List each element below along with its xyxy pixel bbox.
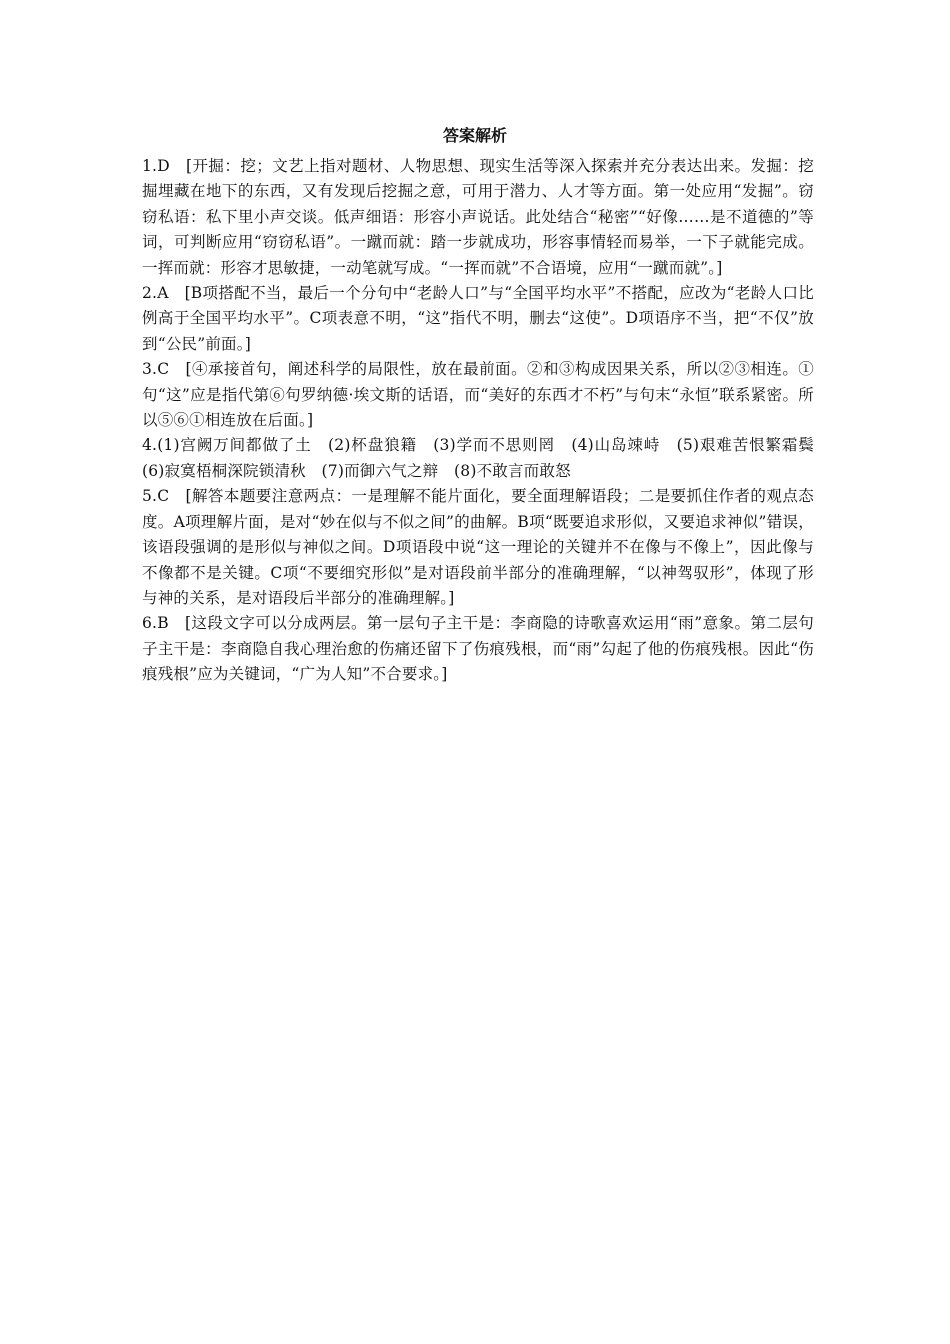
answer-item-4: 4.(1)宫阙万间都做了土 (2)杯盘狼籍 (3)学而不思则罔 (4)山岛竦峙 (5)艰难苦恨繁霜鬓 (6)寂寞梧桐深院锁清秋 (7)而御六气之辩 (8)不敢言而敢怒	[142, 436, 830, 480]
answer-item-6: 6.B [这段文字可以分成两层。第一层句子主干是：李商隐的诗歌喜欢运用“雨”意象。第二层句子主干是：李商隐自我心理治愈的伤痛还留下了伤痕残根，而“雨”勾起了他的伤痕残根。因此“伤痕残根”应为关键词，“广为人知”不合要求。]	[142, 614, 814, 684]
page-title: 答案解析	[442, 126, 507, 145]
answer-item-3: 3.C [④承接首句，阐述科学的局限性，放在最前面。②和③构成因果关系，所以②③相连。①句“这”应是指代第⑥句罗纳德·埃文斯的话语，而“美好的东西才不朽”与句末“永恒”联系紧密。所以⑤⑥①相连放在后面。]	[142, 360, 814, 430]
answer-item-2: 2.A [B项搭配不当，最后一个分句中“老龄人口”与“全国平均水平”不搭配，应改为“老龄人口比例高于全国平均水平”。C项表意不明，“这”指代不明，删去“这使”。D项语序不当，把“不仅”放到“公民”前面。]	[142, 284, 814, 353]
answer-item-1: 1.D [开掘：挖；文艺上指对题材、人物思想、现实生活等深入探索并充分表达出来。发掘：挖掘埋藏在地下的东西，又有发现后挖掘之意，可用于潜力、人才等方面。第一处应用“发掘”。窃窃私语：私下里小声交谈。低声细语：形容小声说话。此处结合“秘密”“好像……是不道德的”等词，可判断应用“窃窃私语”。一蹴而就：踏一步就成功，形容事情轻而易举，一下子就能完成。一挥而就：形容才思敏捷，一动笔就写成。“一挥而就”不合语境，应用“一蹴而就”。]	[142, 157, 814, 277]
answer-list	[142, 154, 830, 688]
answer-item-5: 5.C [解答本题要注意两点：一是理解不能片面化，要全面理解语段；二是要抓住作者的观点态度。A项理解片面，是对“妙在似与不似之间”的曲解。B项“既要追求形似，又要追求神似”错误，该语段强调的是形似与神似之间。D项语段中说“这一理论的关键并不在像与不像上”，因此像与不像都不是关键。C项“不要细究形似”是对语段前半部分的准确理解，“以神驾驭形”，体现了形与神的关系，是对语段后半部分的准确理解。]	[142, 487, 814, 607]
